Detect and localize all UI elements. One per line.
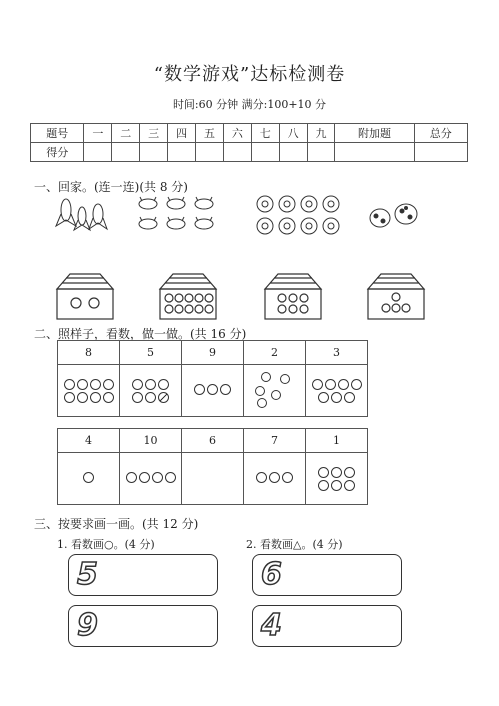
exam-info: 时间:60 分钟 满分:100+10 分 bbox=[172, 98, 327, 111]
score-cell: 四 bbox=[168, 124, 196, 143]
score-cell: 八 bbox=[279, 124, 307, 143]
circle-cell[interactable] bbox=[306, 453, 368, 505]
section-2-heading: 二、照样子，看数，做一做。(共 16 分) bbox=[34, 327, 247, 341]
score-entry[interactable] bbox=[279, 143, 307, 162]
score-table-score-row bbox=[31, 143, 468, 162]
score-cell: 题号 bbox=[31, 124, 84, 143]
number-row bbox=[58, 341, 368, 365]
section-1-heading: 一、回家。(连一连)(共 8 分) bbox=[34, 180, 188, 194]
draw-box-4[interactable] bbox=[252, 605, 402, 647]
circle-cell[interactable] bbox=[306, 365, 368, 417]
score-table bbox=[30, 123, 468, 162]
house-4-circles bbox=[365, 271, 427, 321]
number-row bbox=[58, 429, 368, 453]
number-cell: 8 bbox=[58, 341, 120, 365]
score-entry[interactable] bbox=[251, 143, 279, 162]
number-cell: 9 bbox=[182, 341, 244, 365]
score-entry[interactable] bbox=[196, 143, 224, 162]
scattered-circles-icon bbox=[250, 369, 300, 409]
circle-cell[interactable] bbox=[244, 365, 306, 417]
score-cell: 七 bbox=[251, 124, 279, 143]
digit-6: 6 bbox=[261, 557, 282, 592]
draw-box-5[interactable] bbox=[68, 554, 218, 596]
count-table-1 bbox=[57, 340, 368, 417]
score-cell: 六 bbox=[223, 124, 251, 143]
score-cell: 总分 bbox=[414, 124, 468, 143]
flowers-icon bbox=[254, 193, 344, 237]
subtask-2-label: 2. 看数画△。(4 分) bbox=[246, 538, 343, 551]
score-entry[interactable] bbox=[414, 143, 468, 162]
house-2-circles bbox=[54, 271, 116, 321]
score-entry[interactable] bbox=[84, 143, 112, 162]
bees-icon bbox=[134, 194, 224, 236]
score-entry[interactable] bbox=[223, 143, 251, 162]
score-cell: 三 bbox=[140, 124, 168, 143]
score-entry[interactable] bbox=[112, 143, 140, 162]
score-entry[interactable] bbox=[335, 143, 414, 162]
digit-5: 5 bbox=[77, 557, 98, 592]
number-cell: 2 bbox=[244, 341, 306, 365]
number-cell: 10 bbox=[120, 429, 182, 453]
score-cell: 附加题 bbox=[335, 124, 414, 143]
number-cell: 1 bbox=[306, 429, 368, 453]
section-3-heading: 三、按要求画一画。(共 12 分) bbox=[34, 517, 199, 531]
circle-cell[interactable] bbox=[58, 365, 120, 417]
page-title: “数学游戏”达标检测卷 bbox=[153, 64, 346, 85]
ladybugs-icon bbox=[366, 200, 424, 232]
score-cell: 五 bbox=[196, 124, 224, 143]
score-row-label: 得分 bbox=[31, 143, 84, 162]
circle-row bbox=[58, 453, 368, 505]
circle-cell[interactable] bbox=[244, 453, 306, 505]
digit-9: 9 bbox=[77, 608, 98, 643]
number-cell: 6 bbox=[182, 429, 244, 453]
circle-row bbox=[58, 365, 368, 417]
count-table-2 bbox=[57, 428, 368, 505]
score-entry[interactable] bbox=[307, 143, 335, 162]
number-cell: 7 bbox=[244, 429, 306, 453]
house-6-circles bbox=[262, 271, 324, 321]
circle-cell[interactable] bbox=[120, 365, 182, 417]
score-entry[interactable] bbox=[140, 143, 168, 162]
score-cell: 一 bbox=[84, 124, 112, 143]
circle-cell[interactable] bbox=[120, 453, 182, 505]
draw-box-9[interactable] bbox=[68, 605, 218, 647]
circle-cell[interactable] bbox=[182, 453, 244, 505]
score-table-header-row bbox=[31, 124, 468, 143]
corn-cobs-icon bbox=[52, 196, 112, 232]
number-cell: 4 bbox=[58, 429, 120, 453]
draw-box-6[interactable] bbox=[252, 554, 402, 596]
number-cell: 3 bbox=[306, 341, 368, 365]
house-10-circles bbox=[157, 271, 219, 321]
score-cell: 二 bbox=[112, 124, 140, 143]
circle-cell[interactable] bbox=[182, 365, 244, 417]
score-entry[interactable] bbox=[168, 143, 196, 162]
number-cell: 5 bbox=[120, 341, 182, 365]
subtask-1-label: 1. 看数画○。(4 分) bbox=[57, 538, 155, 551]
digit-4: 4 bbox=[261, 608, 282, 643]
circle-cell[interactable] bbox=[58, 453, 120, 505]
score-cell: 九 bbox=[307, 124, 335, 143]
